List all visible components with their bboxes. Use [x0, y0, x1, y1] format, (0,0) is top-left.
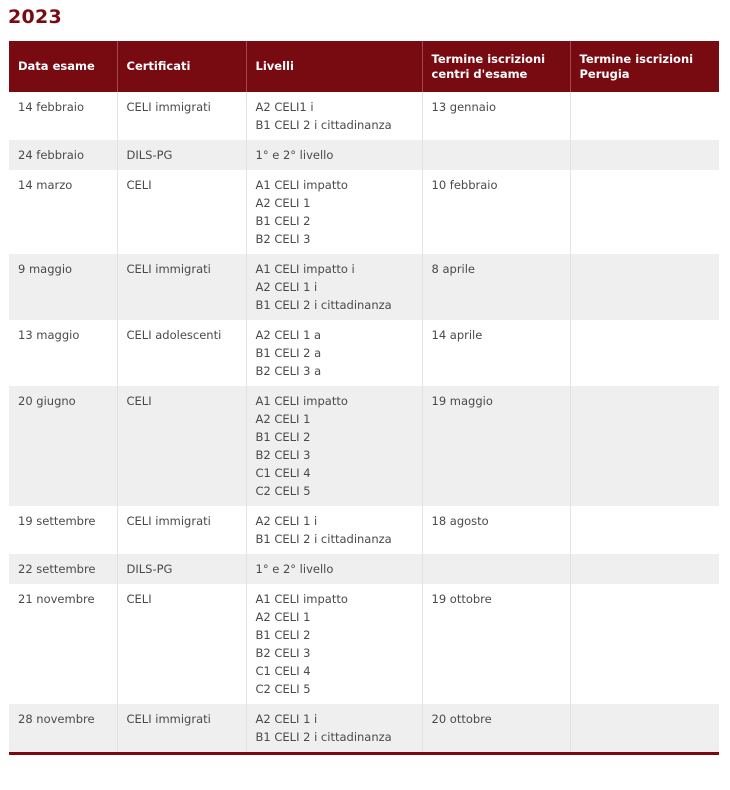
level-line: B1 CELI 2 [255, 628, 311, 642]
table-row [9, 140, 719, 170]
header-row [9, 41, 719, 92]
header-deadline-centers: Termine iscrizioni centri d'esame [422, 41, 570, 92]
cell-deadline-centers: 13 gennaio [422, 92, 570, 140]
cell-certificate: CELI immigrati [117, 506, 246, 554]
cell-levels [246, 92, 422, 140]
table-row [9, 704, 719, 754]
cell-levels [246, 170, 422, 254]
table-row [9, 506, 719, 554]
level-line: B1 CELI 2 i cittadinanza [255, 532, 392, 546]
cell-certificate: CELI immigrati [117, 704, 246, 754]
table-row [9, 386, 719, 506]
table-row [9, 92, 719, 140]
cell-deadline-centers: 18 agosto [422, 506, 570, 554]
level-line: B1 CELI 2 i cittadinanza [255, 118, 392, 132]
cell-deadline-centers: 20 ottobre [422, 704, 570, 754]
cell-levels [246, 506, 422, 554]
table-row [9, 554, 719, 584]
cell-date: 14 febbraio [9, 92, 117, 140]
cell-levels [246, 254, 422, 320]
cell-certificate: CELI immigrati [117, 92, 246, 140]
cell-deadline-perugia [570, 386, 719, 506]
cell-deadline-perugia [570, 506, 719, 554]
table-row [9, 170, 719, 254]
level-line: 1° e 2° livello [255, 562, 334, 576]
cell-deadline-centers [422, 140, 570, 170]
level-line: B2 CELI 3 a [255, 364, 322, 378]
table-header [9, 41, 719, 92]
cell-date: 24 febbraio [9, 140, 117, 170]
cell-date: 21 novembre [9, 584, 117, 704]
level-line: C2 CELI 5 [255, 484, 311, 498]
cell-deadline-centers: 10 febbraio [422, 170, 570, 254]
cell-certificate: CELI adolescenti [117, 320, 246, 386]
level-line: B2 CELI 3 [255, 646, 311, 660]
level-line: C1 CELI 4 [255, 664, 311, 678]
level-line: B2 CELI 3 [255, 448, 311, 462]
level-line: A2 CELI 1 a [255, 328, 322, 342]
cell-deadline-perugia [570, 92, 719, 140]
cell-date: 22 settembre [9, 554, 117, 584]
level-line: A2 CELI 1 i [255, 514, 318, 528]
level-line: B1 CELI 2 a [255, 346, 322, 360]
cell-date: 20 giugno [9, 386, 117, 506]
level-line: B1 CELI 2 i cittadinanza [255, 730, 392, 744]
header-deadline-perugia: Termine iscrizioni Perugia [579, 51, 694, 81]
level-line: A2 CELI 1 [255, 412, 311, 426]
cell-date: 13 maggio [9, 320, 117, 386]
table-row [9, 320, 719, 386]
level-line: A1 CELI impatto [255, 394, 348, 408]
level-line: C2 CELI 5 [255, 682, 311, 696]
year-heading: 2023 [8, 6, 63, 28]
cell-date: 28 novembre [9, 704, 117, 754]
cell-certificate: CELI [117, 170, 246, 254]
cell-certificate: DILS-PG [117, 140, 246, 170]
level-line: A1 CELI impatto [255, 592, 348, 606]
cell-deadline-centers: 8 aprile [422, 254, 570, 320]
cell-levels [246, 554, 422, 584]
cell-date: 9 maggio [9, 254, 117, 320]
level-line: 1° e 2° livello [255, 148, 334, 162]
level-line: A2 CELI 1 i [255, 280, 318, 294]
level-line: C1 CELI 4 [255, 466, 311, 480]
cell-deadline-perugia [570, 254, 719, 320]
level-line: A1 CELI impatto i [255, 262, 355, 276]
cell-deadline-centers: 19 ottobre [422, 584, 570, 704]
table-row [9, 254, 719, 320]
cell-deadline-centers: 14 aprile [422, 320, 570, 386]
level-line: A2 CELI 1 [255, 196, 311, 210]
level-line: B1 CELI 2 [255, 430, 311, 444]
cell-deadline-perugia [570, 170, 719, 254]
header-levels: Livelli [246, 41, 422, 92]
header-date: Data esame [9, 41, 117, 92]
level-line: B1 CELI 2 [255, 214, 311, 228]
level-line: A2 CELI 1 [255, 610, 311, 624]
cell-levels [246, 386, 422, 506]
table-body [9, 92, 719, 754]
level-line: A2 CELI 1 i [255, 712, 318, 726]
cell-deadline-perugia [570, 554, 719, 584]
cell-deadline-perugia [570, 140, 719, 170]
cell-deadline-perugia [570, 320, 719, 386]
cell-levels [246, 140, 422, 170]
cell-deadline-centers: 19 maggio [422, 386, 570, 506]
cell-deadline-centers [422, 554, 570, 584]
level-line: A1 CELI impatto [255, 178, 348, 192]
cell-certificate: CELI immigrati [117, 254, 246, 320]
cell-levels [246, 320, 422, 386]
level-line: B1 CELI 2 i cittadinanza [255, 298, 392, 312]
cell-date: 19 settembre [9, 506, 117, 554]
level-line: A2 CELI1 i [255, 100, 314, 114]
exam-schedule-table [9, 41, 719, 755]
level-line: B2 CELI 3 [255, 232, 311, 246]
cell-certificate: CELI [117, 584, 246, 704]
cell-levels [246, 704, 422, 754]
header-certificates: Certificati [117, 41, 246, 92]
cell-deadline-perugia [570, 704, 719, 754]
cell-certificate: CELI [117, 386, 246, 506]
cell-date: 14 marzo [9, 170, 117, 254]
table-row [9, 584, 719, 704]
cell-certificate: DILS-PG [117, 554, 246, 584]
cell-levels [246, 584, 422, 704]
cell-deadline-perugia [570, 584, 719, 704]
